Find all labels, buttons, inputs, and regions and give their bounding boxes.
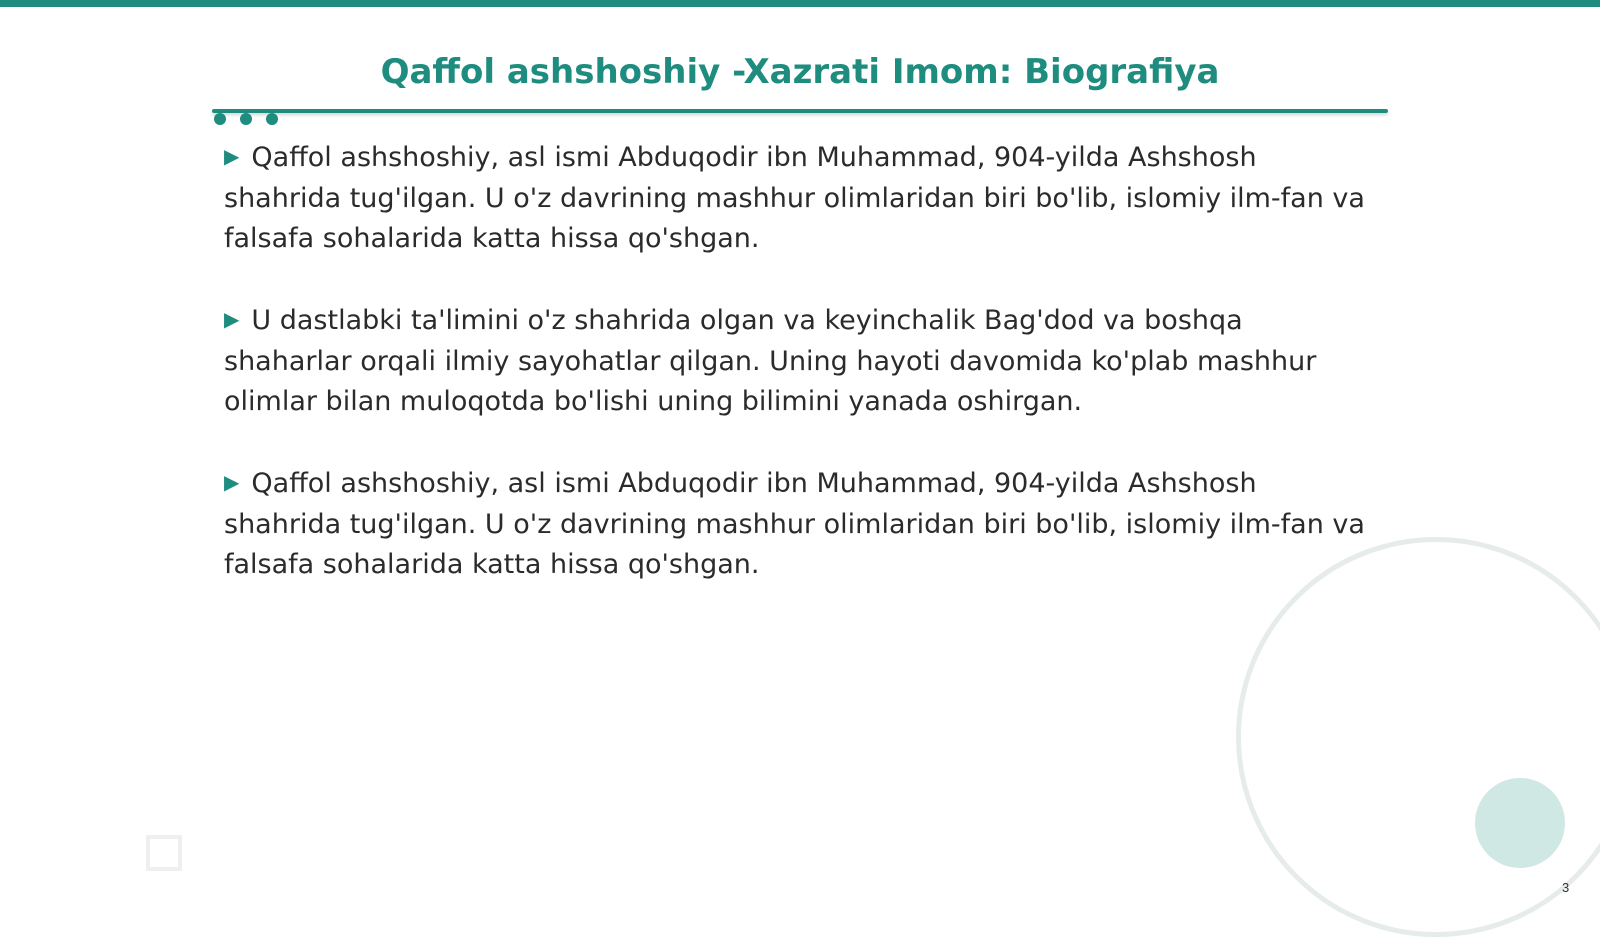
bullet-item bbox=[224, 138, 1374, 259]
title-underline bbox=[212, 109, 1388, 113]
decorative-dot bbox=[266, 113, 278, 125]
decorative-circle bbox=[1475, 778, 1565, 868]
triangle-bullet-icon: ▶ bbox=[224, 307, 240, 331]
decorative-square bbox=[146, 835, 182, 871]
triangle-bullet-icon: ▶ bbox=[224, 144, 240, 168]
page-number: 3 bbox=[1562, 880, 1570, 895]
bullet-item bbox=[224, 301, 1374, 422]
bullet-text: Qaffol ashshoshiy, asl ismi Abduqodir ibn Muhammad, 904-yilda Ashshosh shahrida tug'ilgan. U o'z davrining mashhur olimlaridan biri bo'lib, islomiy ilm-fan va falsafa sohalarida katta hissa qo'shgan. bbox=[224, 142, 1365, 254]
decorative-dot bbox=[240, 113, 252, 125]
decorative-dot bbox=[214, 113, 226, 125]
bullet-item bbox=[224, 464, 1374, 585]
triangle-bullet-icon: ▶ bbox=[224, 470, 240, 494]
slide-title: Qaffol ashshoshiy -Xazrati Imom: Biografiya bbox=[380, 52, 1220, 92]
top-accent-bar bbox=[0, 0, 1600, 7]
bullet-list bbox=[224, 138, 1374, 627]
bullet-text: U dastlabki ta'limini o'z shahrida olgan va keyinchalik Bag'dod va boshqa shaharlar orqali ilmiy sayohatlar qilgan. Uning hayoti davomida ko'plab mashhur olimlar bilan muloqotda bo'lishi uning bilimini yanada oshirgan. bbox=[224, 305, 1317, 417]
bullet-text: Qaffol ashshoshiy, asl ismi Abduqodir ibn Muhammad, 904-yilda Ashshosh shahrida tug'ilgan. U o'z davrining mashhur olimlaridan biri bo'lib, islomiy ilm-fan va falsafa sohalarida katta hissa qo'shgan. bbox=[224, 468, 1365, 580]
